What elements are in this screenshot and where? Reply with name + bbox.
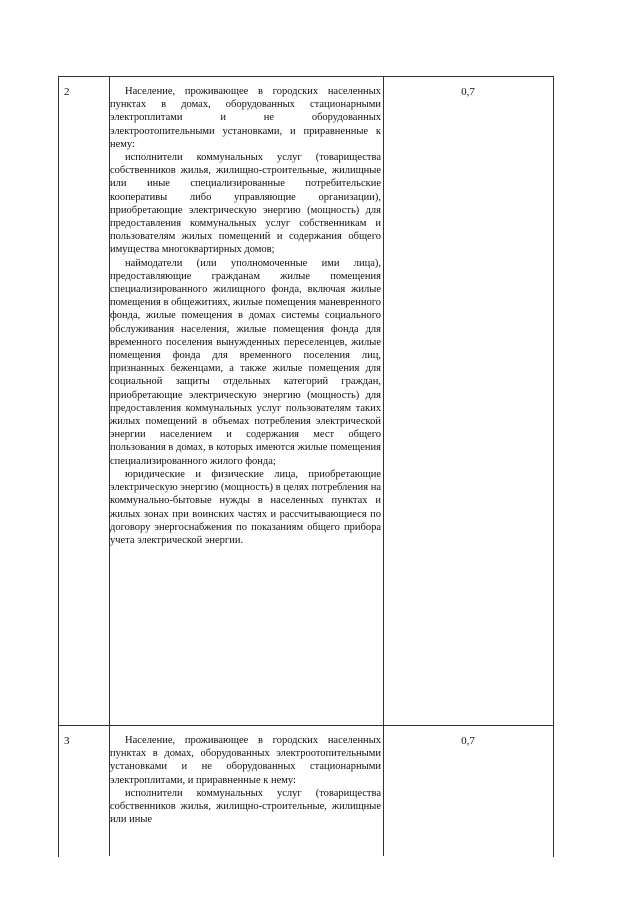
description-paragraph: Население, проживающее в городских населенных пунктах в домах, оборудованных электроотопительными установками и не оборудованных стационарными электроплитами, и приравненные к нему: <box>110 735 381 786</box>
row-divider <box>58 725 553 726</box>
row-coefficient: 0,7 <box>461 86 475 98</box>
row-number: 3 <box>64 735 70 747</box>
description-paragraph: наймодатели (или уполномоченные ими лица), предоставляющие гражданам жилые помещения специализированного жилищного фонда, включая жилые помещения в общежитиях, жилые помещения маневренного фонда, жилые помещения в домах системы социального обслуживания населения, жилые помещения фонда для временного поселения вынужденных переселенцев, жилые помещения фонда для временного поселения лиц, признанных беженцами, а также жилые помещения для социальной защиты отдельных категорий граждан, приобретающие электрическую энергию (мощность) для предоставления коммунальных услуг пользователям таких жилых помещений в объемах потребления электрической энергии населением и содержания мест общего пользования в домах, в которых имеются жилые помещения специализированного жилого фонда; <box>110 257 381 467</box>
row-number: 2 <box>64 86 70 98</box>
row-description <box>110 734 381 826</box>
description-paragraph: Население, проживающее в городских населенных пунктах в домах, оборудованных стационарными электроплитами и не оборудованных электроотопительными установками, и приравненные к нему: <box>110 86 381 150</box>
description-paragraph: юридические и физические лица, приобретающие электрическую энергию (мощность) в целях потребления на коммунально-бытовые нужды в населенных пунктах и жилых зонах при воинских частях и рассчитывающиеся по договору энергоснабжения по показаниям общего прибора учета электрической энергии. <box>110 468 381 546</box>
row-description <box>110 85 381 547</box>
description-paragraph: исполнители коммунальных услуг (товарищества собственников жилья, жилищно-строительные, жилищные или иные <box>110 787 381 826</box>
row-coefficient: 0,7 <box>461 735 475 747</box>
description-paragraph: исполнители коммунальных услуг (товарищества собственников жилья, жилищно-строительные, жилищные или иные специализированные потребительские кооперативы либо управляющие организации), приобретающие электрическую энергию (мощность) для предоставления коммунальных услуг собственникам и пользователям жилых помещений и содержания общего имущества многоквартирных домов; <box>110 152 381 256</box>
